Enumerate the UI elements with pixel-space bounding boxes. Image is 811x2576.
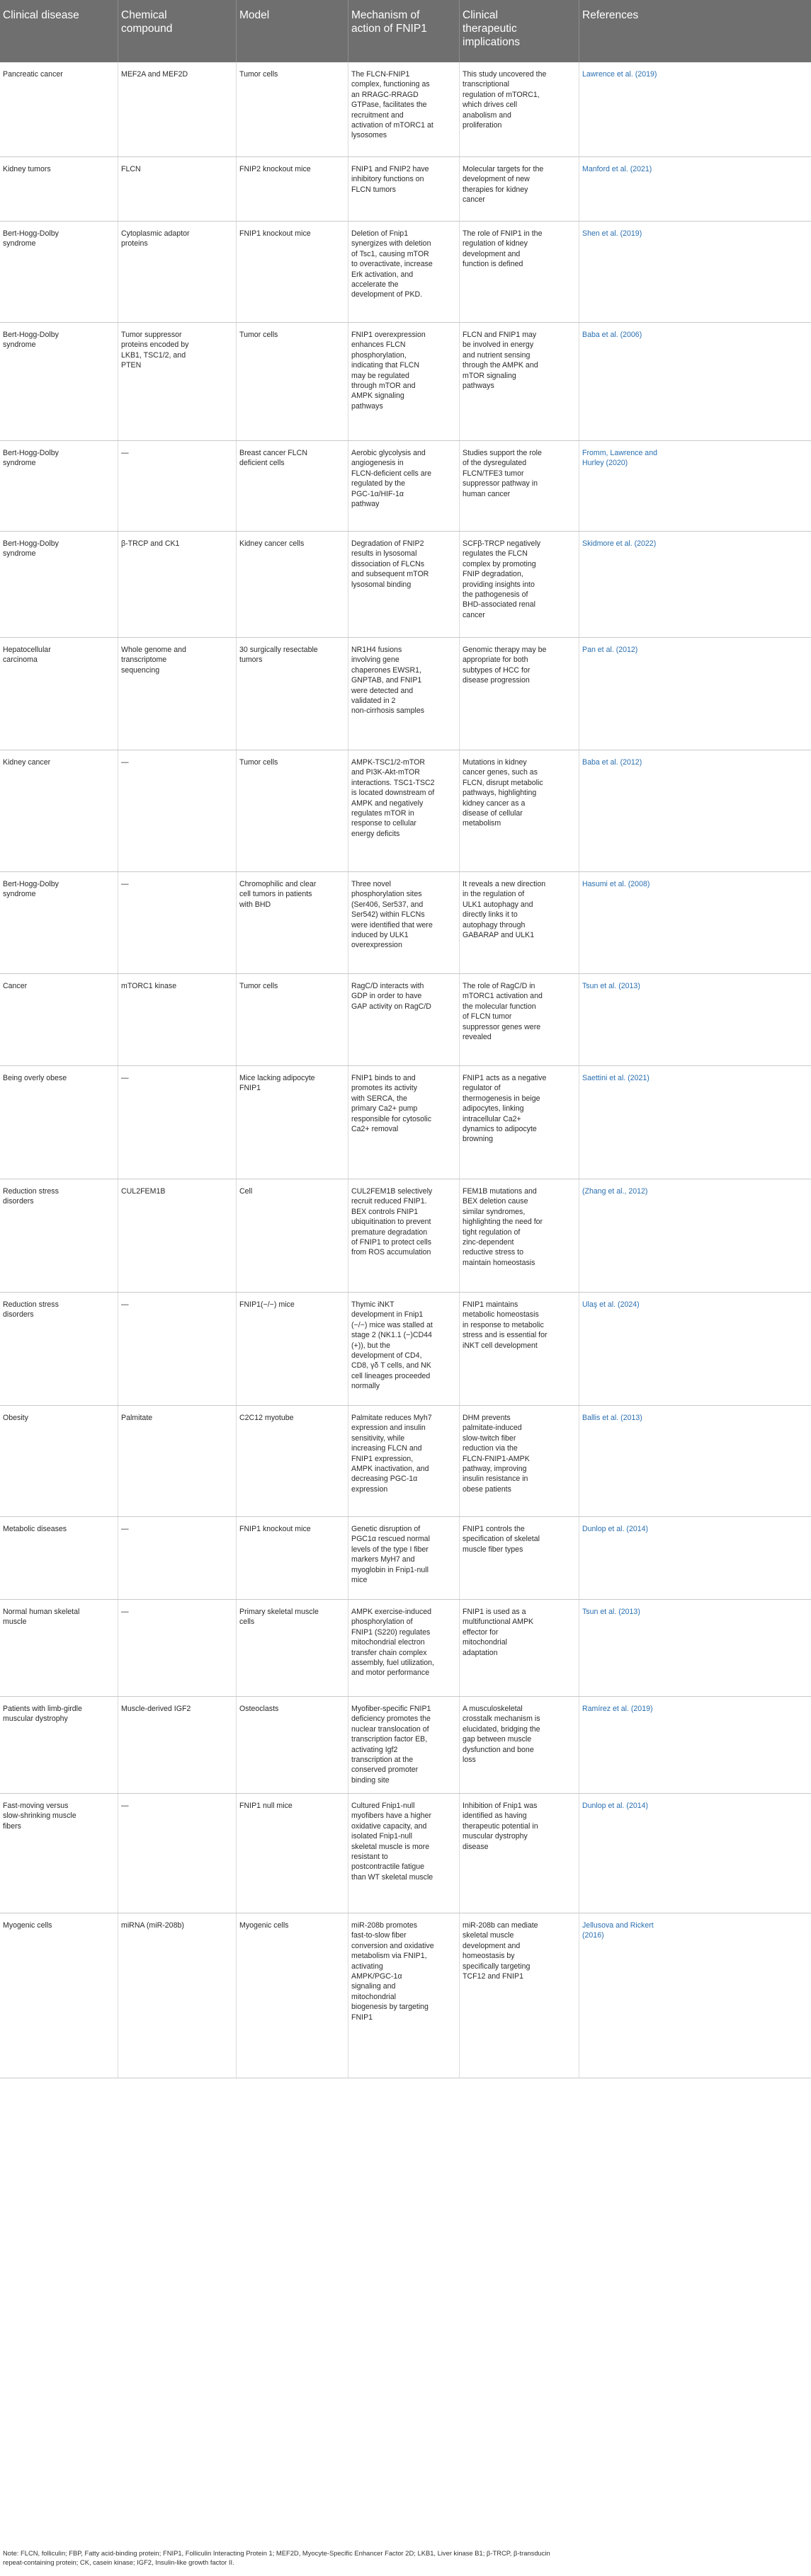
table-row [0,1293,811,1406]
cell-model: C2C12 myotube [239,1414,294,1422]
table-row [0,1913,811,2078]
column-divider [459,441,460,531]
cell-compound: Palmitate [121,1414,153,1422]
cell-reference[interactable]: Ballis et al. (2013) [582,1414,642,1422]
header-disease: Clinical disease [3,9,79,21]
column-divider [236,323,237,440]
column-divider [459,974,460,1065]
cell-mechanism: The FLCN-FNIP1 complex, functioning as an RRAGC-RRAGD GTPase, facilitates the recruitment and activation of mTORC1 at lysosomes [351,70,433,140]
cell-reference[interactable]: Pan et al. (2012) [582,646,638,654]
column-divider [236,1794,237,1913]
cell-implications: FNIP1 controls the specification of skeletal muscle fiber types [463,1525,540,1554]
cell-mechanism: FNIP1 overexpression enhances FLCN phosphorylation, indicating that FLCN may be regulated through mTOR and AMPK signaling pathways [351,331,426,411]
table-row [0,441,811,532]
column-divider [459,1517,460,1599]
column-divider [236,638,237,750]
table-row [0,532,811,638]
cell-reference[interactable]: Dunlop et al. (2014) [582,1525,649,1533]
cell-model: Mice lacking adipocyte FNIP1 [239,1074,315,1093]
cell-mechanism: Palmitate reduces Myh7 expression and insulin sensitivity, while increasing FLCN and FNIP1 expression, AMPK inactivation, and decreasing PGC-1α expression [351,1414,432,1494]
cell-mechanism: Genetic disruption of PGC1α rescued normal levels of the type I fiber markers MyH7 and myoglobin in Fnip1-null mice [351,1525,430,1585]
table-row [0,222,811,323]
cell-model: Myogenic cells [239,1921,289,1930]
cell-disease: Bert-Hogg-Dolby syndrome [3,449,59,468]
cell-model: Tumor cells [239,982,278,990]
cell-compound: — [121,1525,129,1533]
cell-disease: Kidney cancer [3,758,51,767]
cell-disease: Bert-Hogg-Dolby syndrome [3,880,59,899]
column-divider [236,1293,237,1405]
cell-compound: — [121,1802,129,1810]
cell-compound: Muscle-derived IGF2 [121,1705,191,1713]
cell-compound: MEF2A and MEF2D [121,70,188,79]
cell-mechanism: miR-208b promotes fast-to-slow fiber conversion and oxidative metabolism via FNIP1, activating AMPK/PGC-1α signaling and mitochondrial biogenesis by targeting FNIP1 [351,1921,434,2022]
cell-compound: — [121,449,129,457]
column-divider [236,1697,237,1793]
cell-model: Breast cancer FLCN deficient cells [239,449,307,468]
cell-disease: Bert-Hogg-Dolby syndrome [3,331,59,350]
table-row [0,1179,811,1293]
table-row [0,62,811,157]
cell-mechanism: AMPK-TSC1/2-mTOR and PI3K-Akt-mTOR interactions. TSC1-TSC2 is located downstream of AMPK and negatively regulates mTOR in response to cellular energy deficits [351,758,435,838]
cell-model: Kidney cancer cells [239,539,305,548]
cell-reference[interactable]: Ramírez et al. (2019) [582,1705,653,1713]
cell-mechanism: NR1H4 fusions involving gene chaperones EWSR1, GNPTAB, and FNIP1 were detected and validated in 2 non-cirrhosis samples [351,646,425,716]
cell-implications: FNIP1 acts as a negative regulator of thermogenesis in beige adipocytes, linking intracellular Ca2+ dynamics to adipocyte browning [463,1074,547,1144]
column-divider [459,1179,460,1292]
cell-reference[interactable]: Skidmore et al. (2022) [582,539,657,548]
table-row [0,974,811,1066]
cell-implications: miR-208b can mediate skeletal muscle development and homeostasis by specifically targeting TCF12 and FNIP1 [463,1921,538,1981]
cell-mechanism: Aerobic glycolysis and angiogenesis in FLCN-deficient cells are regulated by the PGC-1α/HIF-1α pathway [351,449,432,509]
cell-reference[interactable]: (Zhang et al., 2012) [582,1187,648,1196]
cell-compound: — [121,1300,129,1309]
cell-model: FNIP1 null mice [239,1802,293,1810]
cell-compound: — [121,880,129,888]
column-divider [459,1066,460,1179]
cell-disease: Reduction stress disorders [3,1187,59,1206]
cell-model: Tumor cells [239,70,278,79]
column-divider [459,638,460,750]
cell-compound: — [121,758,129,767]
cell-reference[interactable]: Hasumi et al. (2008) [582,880,650,888]
table-row [0,1697,811,1794]
column-divider [236,1066,237,1179]
cell-compound: mTORC1 kinase [121,982,177,990]
cell-disease: Cancer [3,982,28,990]
column-divider [459,323,460,440]
column-divider [236,872,237,973]
cell-mechanism: RagC/D interacts with GDP in order to have GAP activity on RagC/D [351,982,431,1011]
cell-model: FNIP1 knockout mice [239,229,311,238]
cell-disease: Hepatocellular carcinoma [3,646,51,665]
cell-implications: This study uncovered the transcriptional regulation of mTORC1, which drives cell anabolism and proliferation [463,70,547,130]
cell-disease: Bert-Hogg-Dolby syndrome [3,229,59,248]
cell-mechanism: FNIP1 and FNIP2 have inhibitory functions on FLCN tumors [351,165,429,194]
column-divider [236,222,237,322]
column-divider [459,750,460,871]
cell-disease: Bert-Hogg-Dolby syndrome [3,539,59,559]
cell-disease: Obesity [3,1414,28,1422]
cell-compound: CUL2FEM1B [121,1187,166,1196]
header-compound: Chemical compound [121,9,173,35]
cell-reference[interactable]: Baba et al. (2012) [582,758,642,767]
cell-disease: Fast-moving versus slow-shrinking muscle fibers [3,1802,76,1831]
cell-implications: Studies support the role of the dysregulated FLCN/TFE3 tumor suppressor pathway in human cancer [463,449,542,498]
cell-mechanism: Degradation of FNIP2 results in lysosomal dissociation of FLCNs and subsequent mTOR lysosomal binding [351,539,429,589]
column-divider [236,1600,237,1696]
cell-mechanism: Three novel phosphorylation sites (Ser406, Ser537, and Ser542) within FLCNs were identified that were induced by ULK1 overexpression [351,880,433,950]
column-divider [459,1697,460,1793]
table-row [0,1406,811,1517]
cell-reference[interactable]: Saettini et al. (2021) [582,1074,650,1082]
column-divider [459,1794,460,1913]
cell-implications: It reveals a new direction in the regulation of ULK1 autophagy and directly links it to autophagy through GABARAP and ULK1 [463,880,546,940]
cell-model: FNIP2 knockout mice [239,165,311,173]
cell-reference[interactable]: Manford et al. (2021) [582,165,652,173]
cell-mechanism: Myofiber-specific FNIP1 deficiency promotes the nuclear translocation of transcription factor EB, activating Igf2 transcription at the conserved promoter binding site [351,1705,431,1785]
column-divider [236,1517,237,1599]
column-divider [236,62,237,156]
column-divider [236,750,237,871]
cell-implications: Genomic therapy may be appropriate for both subtypes of HCC for disease progression [463,646,547,685]
cell-mechanism: Thymic iNKT development in Fnip1 (−/−) mice was stalled at stage 2 (NK1.1 (−)CD44 (+)), but the development of CD4, CD8, γδ T cells, and NK cell lineages proceeded normally [351,1300,433,1391]
cell-compound: Tumor suppressor proteins encoded by LKB1, TSC1/2, and PTEN [121,331,189,370]
column-divider [236,974,237,1065]
column-divider [459,1406,460,1516]
cell-model: 30 surgically resectable tumors [239,646,318,665]
cell-model: Primary skeletal muscle cells [239,1608,319,1627]
cell-compound: — [121,1074,129,1082]
column-divider [236,441,237,531]
cell-reference[interactable]: Lawrence et al. (2019) [582,70,657,79]
cell-implications: SCFβ-TRCP negatively regulates the FLCN complex by promoting FNIP degradation, providing insights into the pathogenesis of BHD-associated renal cancer [463,539,541,619]
table-row [0,872,811,974]
column-divider [236,1406,237,1516]
table-row [0,638,811,750]
cell-model: Chromophilic and clear cell tumors in patients with BHD [239,880,317,909]
cell-reference[interactable]: Fromm, Lawrence and Hurley (2020) [582,449,657,468]
table-row [0,1066,811,1179]
column-divider [459,532,460,637]
column-divider [236,0,237,62]
cell-compound: Whole genome and transcriptome sequencing [121,646,186,675]
cell-reference[interactable]: Shen et al. (2019) [582,229,642,238]
cell-reference[interactable]: Dunlop et al. (2014) [582,1802,649,1810]
cell-reference[interactable]: Baba et al. (2006) [582,331,642,339]
header-reference: References [582,9,639,21]
cell-mechanism: Deletion of Fnip1 synergizes with deletion of Tsc1, causing mTOR to overactivate, increase Erk activation, and accelerate the development of PKD. [351,229,433,299]
header-implications: Clinical therapeutic implications [463,9,520,48]
column-divider [459,1913,460,2078]
column-divider [459,1600,460,1696]
cell-compound: β-TRCP and CK1 [121,539,180,548]
cell-implications: The role of FNIP1 in the regulation of kidney development and function is defined [463,229,543,269]
column-divider [459,872,460,973]
cell-compound: miRNA (miR-208b) [121,1921,184,1930]
cell-disease: Pancreatic cancer [3,70,63,79]
column-divider [459,0,460,62]
cell-implications: A musculoskeletal crosstalk mechanism is elucidated, bridging the gap between muscle dysfunction and bone loss [463,1705,540,1765]
header-mechanism: Mechanism of action of FNIP1 [351,9,427,35]
table-row [0,157,811,222]
cell-model: Cell [239,1187,253,1196]
cell-mechanism: FNIP1 binds to and promotes its activity with SERCA, the primary Ca2+ pump responsible for cytosolic Ca2+ removal [351,1074,432,1134]
table-footnote: Note: FLCN, folliculin; FBP, Fatty acid-binding protein; FNIP1, Folliculin Interacting Protein 1; MEF2D, Myocyte-Specific Enhancer Factor 2D; LKB1, Liver kinase B1; β-TRCP, β-transducin repeat-containing protein; CK, casein kinase; IGF2, Insulin-like growth factor II. [3,2549,550,2566]
cell-reference[interactable]: Ulaş et al. (2024) [582,1300,640,1309]
cell-mechanism: Cultured Fnip1-null myofibers have a higher oxidative capacity, and isolated Fnip1-null skeletal muscle is more resistant to postcontractile fatigue than WT skeletal muscle [351,1802,433,1882]
cell-disease: Patients with limb-girdle muscular dystrophy [3,1705,82,1724]
cell-model: FNIP1(−/−) mice [239,1300,295,1309]
cell-mechanism: CUL2FEM1B selectively recruit reduced FNIP1. BEX controls FNIP1 ubiquitination to prevent premature degradation of FNIP1 to protect cells from ROS accumulation [351,1187,433,1257]
cell-disease: Normal human skeletal muscle [3,1608,80,1627]
column-divider [236,1913,237,2078]
column-divider [459,222,460,322]
cell-disease: Kidney tumors [3,165,51,173]
cell-implications: FNIP1 is used as a multifunctional AMPK effector for mitochondrial adaptation [463,1608,534,1657]
cell-implications: FEM1B mutations and BEX deletion cause similar syndromes, highlighting the need for tight regulation of zinc-dependent reductive stress to maintain homeostasis [463,1187,543,1267]
column-divider [236,532,237,637]
column-divider [459,157,460,221]
cell-reference[interactable]: Tsun et al. (2013) [582,982,640,990]
table-row [0,1600,811,1697]
cell-implications: FNIP1 maintains metabolic homeostasis in response to metabolic stress and is essential for iNKT cell development [463,1300,548,1350]
table-row [0,1517,811,1600]
table-row [0,1794,811,1913]
cell-implications: Inhibition of Fnip1 was identified as having therapeutic potential in muscular dystrophy disease [463,1802,538,1851]
cell-mechanism: AMPK exercise-induced phosphorylation of FNIP1 (S220) regulates mitochondrial electron transfer chain complex assembly, fuel utilization, and motor performance [351,1608,434,1678]
column-divider [459,62,460,156]
header-model: Model [239,9,270,21]
cell-compound: FLCN [121,165,141,173]
cell-implications: Molecular targets for the development of new therapies for kidney cancer [463,165,544,205]
cell-implications: Mutations in kidney cancer genes, such as FLCN, disrupt metabolic pathways, highlighting kidney cancer as a disease of cellular metabolism [463,758,543,828]
column-divider [459,1293,460,1405]
cell-disease: Myogenic cells [3,1921,52,1930]
table-row [0,323,811,441]
cell-compound: Cytoplasmic adaptor proteins [121,229,190,248]
cell-implications: The role of RagC/D in mTORC1 activation and the molecular function of FLCN tumor suppressor genes were revealed [463,982,543,1042]
cell-model: Tumor cells [239,758,278,767]
table-header-row [0,0,811,62]
column-divider [236,1179,237,1292]
cell-reference[interactable]: Tsun et al. (2013) [582,1608,640,1616]
column-divider [236,157,237,221]
cell-disease: Being overly obese [3,1074,67,1082]
cell-model: Tumor cells [239,331,278,339]
cell-disease: Reduction stress disorders [3,1300,59,1320]
table-row [0,750,811,872]
cell-model: FNIP1 knockout mice [239,1525,311,1533]
cell-disease: Metabolic diseases [3,1525,67,1533]
cell-implications: DHM prevents palmitate-induced slow-twitch fiber reduction via the FLCN-FNIP1-AMPK pathway, improving insulin resistance in obese patients [463,1414,530,1494]
cell-compound: — [121,1608,129,1616]
cell-model: Osteoclasts [239,1705,279,1713]
cell-implications: FLCN and FNIP1 may be involved in energy and nutrient sensing through the AMPK and mTOR signaling pathways [463,331,538,391]
cell-reference[interactable]: Jellusova and Rickert (2016) [582,1921,654,1940]
